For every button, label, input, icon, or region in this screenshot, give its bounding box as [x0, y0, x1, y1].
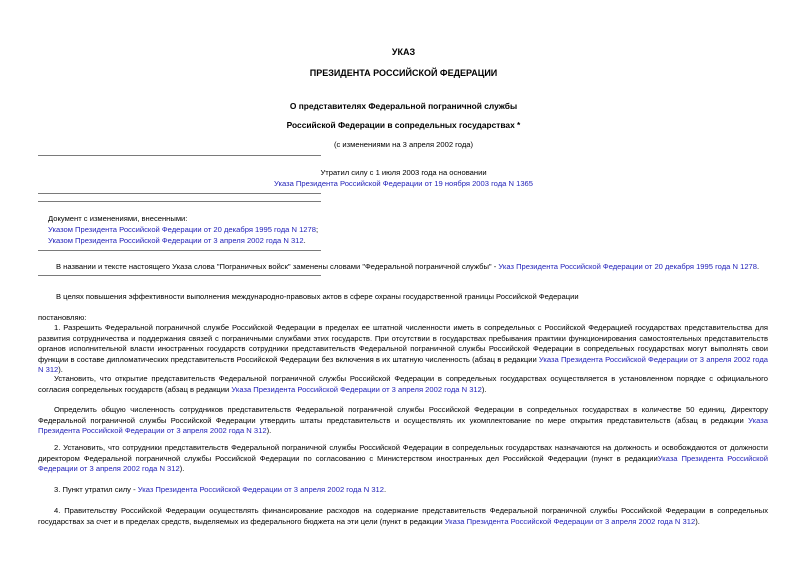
paragraph-3-link[interactable]: Указа Президента Российской Федерации от 3 апреля 2002 года N 312 — [38, 415, 768, 436]
paragraph-end: ). — [266, 426, 272, 436]
paragraph-end: ). — [179, 464, 185, 474]
paragraph-2-link[interactable]: Указа Президента Российской Федерации от 3 апреля 2002 года N 312 — [231, 384, 482, 394]
paragraph-6-link[interactable]: Указа Президента Российской Федерации от 3 апреля 2002 года N 312 — [444, 516, 696, 526]
paragraph-text: Установить, что открытие представительств Федеральной пограничной службы Российской Федерации в сопредельных государствах осуществляется в установленном порядке с официального согласия сопредельных государств (абзац в редакции — [38, 374, 768, 394]
decree-title: УКАЗ — [391, 47, 416, 57]
separator-rule — [38, 155, 321, 156]
amendment-link-2002[interactable]: Указом Президента Российской Федерации от 3 апреля 2002 года N 312 — [48, 236, 304, 245]
amendment-date-note: (с изменениями на 3 апреля 2002 года) — [333, 140, 474, 149]
paragraph-end: ). — [58, 365, 63, 375]
paragraph-text: 2. Установить, что сотрудники представительств Федеральной пограничной службы Российской Федерации в сопредельных государствах назначаются на должность и освобождаются от должности директором Федеральной пограничной службы Российской Федерации по согласованию с Министерством иностранных дел Российской Федерации (пункт в редакции — [38, 443, 768, 463]
amendment-separator: ; — [315, 225, 319, 234]
repeal-status-line — [0, 179, 807, 190]
resolve-word: постановляю: — [38, 313, 87, 322]
amendments-intro: Документ с изменениями, внесенными: — [48, 214, 188, 223]
decree-issuer: ПРЕЗИДЕНТА РОССИЙСКОЙ ФЕДЕРАЦИИ — [309, 68, 498, 78]
footnote-link[interactable]: Указ Президента Российской Федерации от 20 декабря 1995 года N 1278 — [498, 262, 757, 271]
paragraph-4 — [38, 443, 768, 475]
paragraph-3 — [38, 405, 768, 437]
paragraph-4-link[interactable]: Указа Президента Российской Федерации от 3 апреля 2002 года N 312 — [38, 453, 768, 474]
footnote-text: В названии и тексте настоящего Указа слова "Пограничных войск" заменены словами "Федеральной пограничной службы" - — [56, 262, 499, 271]
repeal-status-text: Утратил силу с 1 июля 2003 года на основании — [320, 168, 487, 177]
separator-rule — [38, 201, 321, 202]
footnote — [56, 262, 776, 273]
amendment-separator: . — [303, 236, 306, 245]
paragraph-5 — [38, 485, 768, 496]
paragraph-end: . — [384, 485, 387, 494]
paragraph-1 — [38, 323, 768, 376]
footnote-end: . — [756, 262, 760, 271]
amendment-link-1995[interactable]: Указом Президента Российской Федерации от 20 декабря 1995 года N 1278 — [48, 225, 316, 234]
amendment-item-1 — [48, 225, 318, 236]
paragraph-text: 3. Пункт утратил силу - — [54, 485, 138, 494]
paragraph-text: 1. Разрешить Федеральной пограничной службе Российской Федерации в пределах ее штатной численности иметь в сопредельных с Российской Федерацией государствах представительства для развития сотрудничества и поддержания связей с пограничными службами этих государств. При отсутствии в государствах пребывания практики функционирования самостоятельных представительств органов исполнительной власти иностранных государств сотрудники представительств Федеральной пограничной службы Российской Федерации в сопредельных государствах могут выполнять свои функции в составе дипломатических представительств Российской Федерации без включения в их штатную численность (абзац в редакции — [38, 323, 768, 364]
paragraph-end: ). — [481, 384, 487, 394]
repeal-decree-link[interactable]: Указа Президента Российской Федерации от 19 ноября 2003 года N 1365 — [274, 179, 533, 188]
preamble: В целях повышения эффективности выполнения международно-правовых актов в сфере охраны государственной границы Российской Федерации — [56, 292, 579, 301]
paragraph-text: Определить общую численность сотрудников представительств Федеральной пограничной службы Российской Федерации в сопредельных государствах в количестве 50 единиц. Директору Федеральной пограничной службы Российской Федерации утвердить штаты представительств и осуществлять их укомплектование по мере открытия представительств (абзац в редакции — [38, 405, 768, 425]
paragraph-5-link[interactable]: Указ Президента Российской Федерации от 3 апреля 2002 года N 312 — [137, 485, 384, 494]
paragraph-end: ). — [695, 516, 700, 526]
amendment-item-2 — [48, 236, 306, 247]
paragraph-text: 4. Правительству Российской Федерации осуществлять финансирование расходов на содержание представительств Федеральной пограничной службы Российской Федерации в сопредельных государствах за счет и в пределах средств, выделяемых из федерального бюджета на эти цели (пункт в редакции — [38, 506, 768, 526]
document-title-line-1: О представителях Федеральной пограничной службы — [289, 101, 518, 111]
document-title-line-2: Российской Федерации в сопредельных государствах * — [286, 120, 521, 130]
separator-rule — [38, 250, 321, 251]
paragraph-6 — [38, 506, 768, 527]
separator-rule — [38, 275, 321, 276]
separator-rule — [38, 193, 321, 194]
paragraph-1-link[interactable]: Указа Президента Российской Федерации от 3 апреля 2002 года N 312 — [38, 354, 768, 375]
paragraph-2 — [38, 374, 768, 395]
